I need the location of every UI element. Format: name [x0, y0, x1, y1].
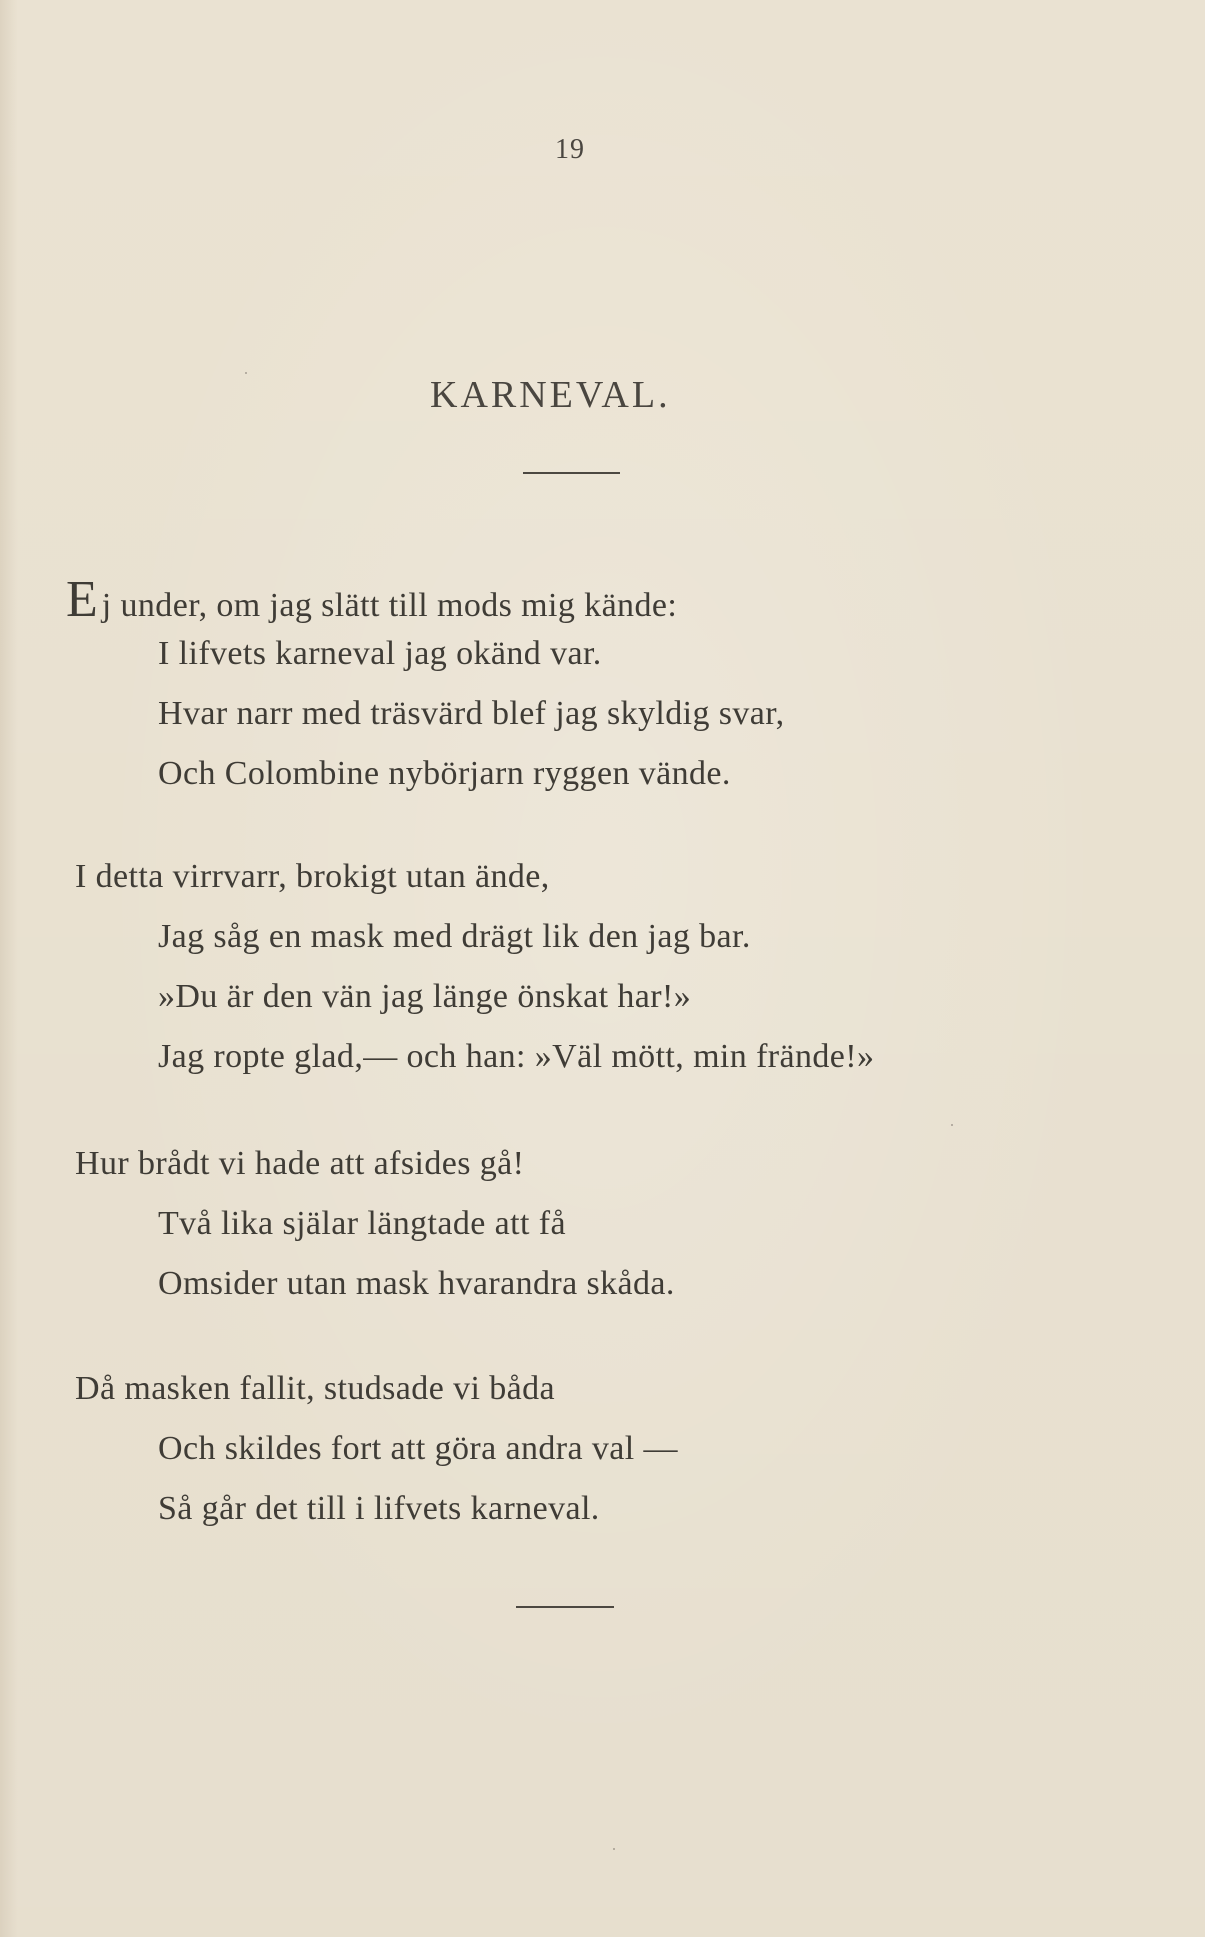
stanza-1-line-3: Hvar narr med träsvärd blef jag skyldig svar, — [158, 695, 785, 732]
drop-cap: E — [66, 571, 98, 628]
stanza-1-line-1-text: j under, om jag slätt till mods mig kände: — [101, 587, 678, 624]
stanza-2-line-3: »Du är den vän jag länge önskat har!» — [158, 978, 692, 1015]
stanza-3-line-3: Omsider utan mask hvarandra skåda. — [158, 1265, 675, 1302]
page-number: 19 — [555, 134, 585, 165]
end-divider — [516, 1606, 614, 1608]
paper-speck — [613, 1848, 615, 1850]
stanza-3-line-2: Två lika själar längtade att få — [158, 1205, 566, 1242]
stanza-3-line-1: Hur brådt vi hade att afsides gå! — [75, 1145, 525, 1182]
stanza-4-line-1: Då masken fallit, studsade vi båda — [75, 1370, 556, 1407]
title-divider — [523, 472, 620, 474]
paper-speck — [245, 372, 247, 374]
stanza-2-line-4: Jag ropte glad,— och han: »Väl mött, min frände!» — [158, 1038, 875, 1075]
stanza-2-line-2: Jag såg en mask med drägt lik den jag bar. — [158, 918, 751, 955]
stanza-4-line-2: Och skildes fort att göra andra val — — [158, 1430, 678, 1467]
stanza-1-line-1 — [66, 571, 678, 628]
stanza-1-line-4: Och Colombine nybörjarn ryggen vände. — [158, 755, 731, 792]
paper-speck — [951, 1124, 953, 1126]
stanza-1-line-2: I lifvets karneval jag okänd var. — [158, 635, 602, 672]
stanza-2-line-1: I detta virrvarr, brokigt utan ände, — [75, 858, 550, 895]
stanza-4-line-3: Så går det till i lifvets karneval. — [158, 1490, 600, 1527]
poem-title: KARNEVAL. — [430, 374, 671, 416]
